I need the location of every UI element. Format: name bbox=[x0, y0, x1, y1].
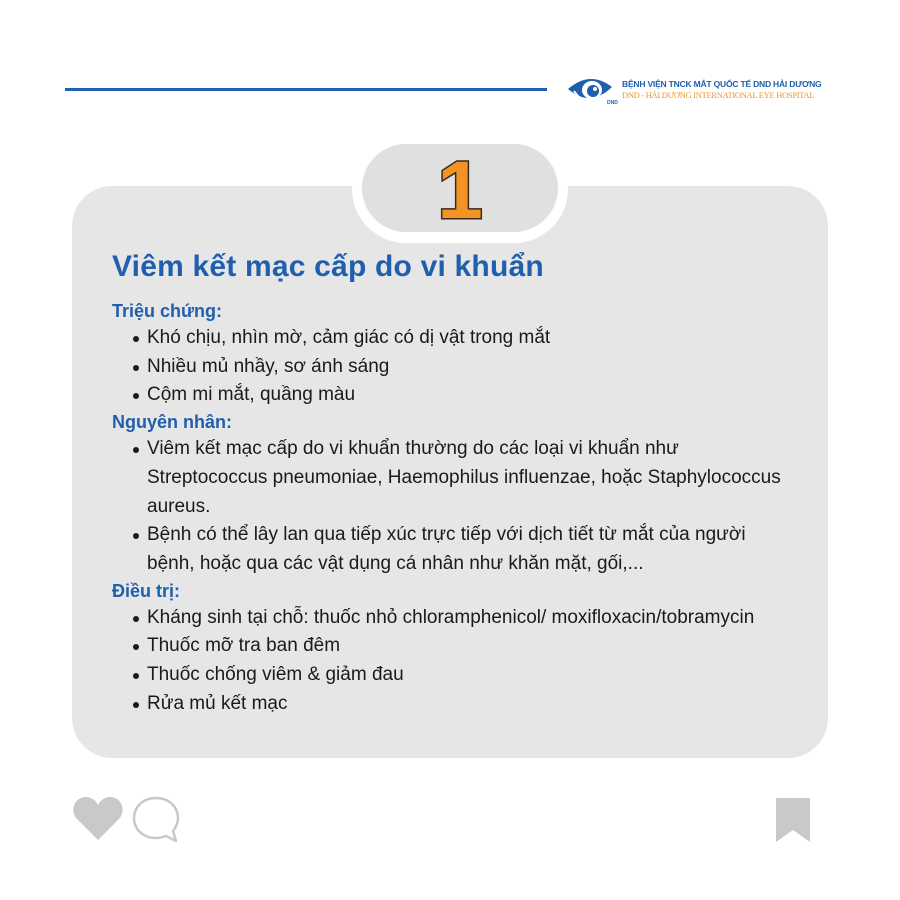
list-item: Viêm kết mạc cấp do vi khuẩn thường do các loại vi khuẩn như Streptococcus pneumoniae, Haemophilus influenzae, hoặc Staphylococcus aureus. bbox=[112, 435, 792, 521]
hospital-logo bbox=[566, 74, 821, 106]
brand-name: BỆNH VIỆN TNCK MẮT QUỐC TẾ DND HẢI DƯƠNG bbox=[622, 79, 822, 89]
save-button[interactable] bbox=[776, 798, 810, 847]
treatment-list bbox=[112, 604, 792, 719]
item-number: 1 bbox=[437, 145, 483, 236]
brand-mark: DND bbox=[607, 100, 618, 106]
list-item: Nhiều mủ nhầy, sơ ánh sáng bbox=[112, 353, 792, 382]
heart-icon[interactable] bbox=[72, 796, 124, 842]
list-item: Bệnh có thể lây lan qua tiếp xúc trực tiếp với dịch tiết từ mắt của người bệnh, hoặc qua các vật dụng cá nhân như khăn mặt, gối,... bbox=[112, 521, 792, 578]
list-item: Cộm mi mắt, quầng màu bbox=[112, 381, 792, 410]
header-rule bbox=[65, 88, 547, 91]
number-badge bbox=[362, 144, 558, 236]
section-heading-treatment: Điều trị: bbox=[112, 580, 181, 601]
comment-button[interactable] bbox=[132, 796, 180, 849]
eye-icon bbox=[566, 74, 616, 106]
symptoms-list bbox=[112, 324, 792, 410]
list-item: Khó chịu, nhìn mờ, cảm giác có dị vật trong mắt bbox=[112, 324, 792, 353]
list-item: Thuốc mỡ tra ban đêm bbox=[112, 632, 792, 661]
section-heading-causes: Nguyên nhân: bbox=[112, 412, 232, 433]
brand-name-english: DND - HẢI DƯƠNG INTERNATIONAL EYE HOSPITAL bbox=[622, 90, 815, 100]
bookmark-icon[interactable] bbox=[776, 798, 810, 842]
number-graphic bbox=[430, 145, 490, 236]
like-button[interactable] bbox=[72, 796, 124, 847]
causes-list bbox=[112, 435, 792, 579]
list-item: Kháng sinh tại chỗ: thuốc nhỏ chloramphenicol/ moxifloxacin/tobramycin bbox=[112, 604, 792, 633]
article-title: Viêm kết mạc cấp do vi khuẩn bbox=[112, 250, 544, 283]
article-body bbox=[112, 299, 792, 718]
list-item: Rửa mủ kết mạc bbox=[112, 690, 792, 719]
comment-icon[interactable] bbox=[132, 796, 180, 844]
section-heading-symptoms: Triệu chứng: bbox=[112, 301, 223, 321]
list-item: Thuốc chống viêm & giảm đau bbox=[112, 661, 792, 690]
